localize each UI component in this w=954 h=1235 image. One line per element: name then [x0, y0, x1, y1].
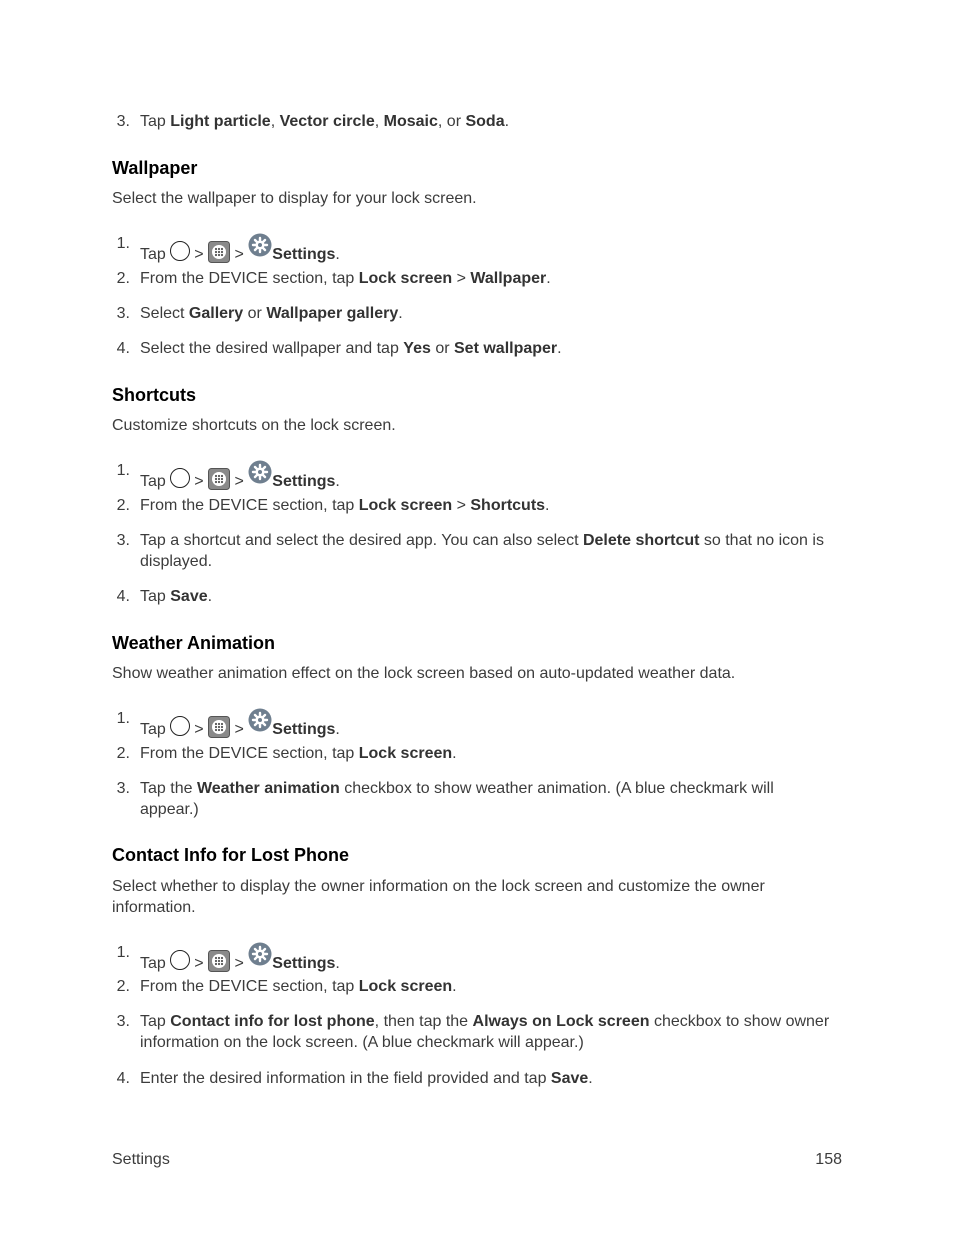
step-text: From the DEVICE section, tap Lock screen. [140, 745, 457, 762]
list-item [112, 111, 832, 132]
apps-icon [208, 950, 230, 972]
apps-icon [208, 716, 230, 738]
step-text: Tap Light particle, Vector circle, Mosaic, or Soda. [140, 113, 510, 130]
step-text: Select the desired wallpaper and tap Yes or Set wallpaper. [140, 340, 562, 357]
home-icon [170, 468, 190, 488]
settings-icon [248, 460, 272, 484]
step-number: 4. [116, 588, 130, 605]
settings-icon [248, 942, 272, 966]
list-item [112, 268, 832, 289]
step-text: From the DEVICE section, tap Lock screen. [140, 978, 457, 995]
step-text: Tap the Weather animation checkbox to show weather animation. (A blue checkmark will appear.) [140, 780, 774, 818]
step-number: 2. [116, 745, 130, 762]
apps-icon [208, 468, 230, 490]
step-number: 4. [116, 1070, 130, 1087]
step-number: 2. [116, 270, 130, 287]
section-heading-contact-info: Contact Info for Lost Phone [112, 845, 349, 865]
step-text: From the DEVICE section, tap Lock screen > Shortcuts. [140, 497, 550, 514]
list-item [112, 942, 832, 974]
step-text: Tap > > Settings. [140, 942, 832, 974]
list-item [112, 303, 832, 324]
list-item [112, 460, 832, 492]
section-description: Show weather animation effect on the lock screen based on auto-updated weather data. [112, 665, 736, 682]
step-number: 4. [116, 340, 130, 357]
step-text: Tap > > Settings. [140, 708, 832, 740]
settings-icon [248, 708, 272, 732]
footer-section-name: Settings [112, 1151, 170, 1168]
list-item [112, 708, 832, 740]
step-number: 2. [116, 978, 130, 995]
section-heading-wallpaper: Wallpaper [112, 158, 198, 178]
list-item [112, 778, 832, 820]
section-description: Select the wallpaper to display for your lock screen. [112, 190, 477, 207]
list-item [112, 1011, 832, 1053]
step-text: From the DEVICE section, tap Lock screen > Wallpaper. [140, 270, 551, 287]
step-number: 3. [116, 532, 130, 549]
step-number: 1. [116, 944, 130, 961]
step-number: 1. [116, 710, 130, 727]
step-text: Enter the desired information in the field provided and tap Save. [140, 1070, 593, 1087]
list-item [112, 338, 832, 359]
list-item [112, 495, 832, 516]
home-icon [170, 716, 190, 736]
step-number: 3. [116, 1013, 130, 1030]
list-item [112, 743, 832, 764]
list-item [112, 530, 832, 572]
apps-icon [208, 241, 230, 263]
section-description: Customize shortcuts on the lock screen. [112, 417, 396, 434]
step-number: 3. [116, 113, 130, 130]
step-number: 2. [116, 497, 130, 514]
list-item [112, 1068, 832, 1089]
settings-icon [248, 233, 272, 257]
section-description: Select whether to display the owner information on the lock screen and customize the owner information. [112, 878, 765, 916]
section-heading-shortcuts: Shortcuts [112, 385, 197, 405]
step-text: Tap > > Settings. [140, 460, 832, 492]
step-text: Tap Contact info for lost phone, then tap the Always on Lock screen checkbox to show owner information on the lock screen. (A blue checkmark will appear.) [140, 1013, 830, 1051]
step-text: Tap Save. [140, 588, 213, 605]
section-heading-weather-animation: Weather Animation [112, 633, 276, 653]
footer-page-number: 158 [815, 1151, 842, 1168]
step-number: 3. [116, 780, 130, 797]
home-icon [170, 241, 190, 261]
list-item [112, 976, 832, 997]
list-item [112, 586, 832, 607]
step-number: 1. [116, 462, 130, 479]
list-item [112, 233, 832, 265]
step-number: 3. [116, 305, 130, 322]
step-text: Tap > > Settings. [140, 233, 832, 265]
step-text: Tap a shortcut and select the desired app. You can also select Delete shortcut so that no icon is displayed. [140, 532, 824, 570]
step-text: Select Gallery or Wallpaper gallery. [140, 305, 403, 322]
home-icon [170, 950, 190, 970]
step-number: 1. [116, 235, 130, 252]
